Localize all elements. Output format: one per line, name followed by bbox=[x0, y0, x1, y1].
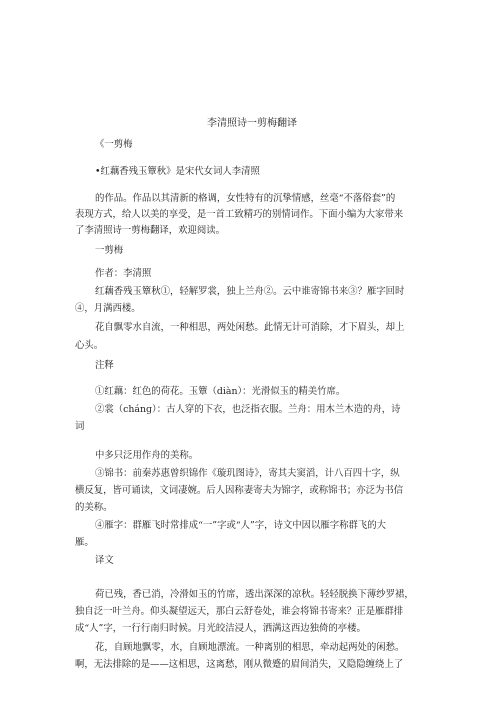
text-line: 荷已残，香已消，冷滑如玉的竹席，透出深深的凉秋。轻轻脱换下薄纱罗裙， bbox=[95, 589, 414, 600]
text-line: 花，自顾地飘零，水，自顾地漂流。一种离别的相思，牵动起两处的闲愁。 bbox=[95, 642, 405, 653]
text-line: 成“人”字，一行行南归时候。月光皎洁浸人，洒满这西边独倚的亭楼。 bbox=[75, 623, 366, 634]
text-line: 的美称。 bbox=[75, 502, 113, 513]
text-line: 一剪梅 bbox=[95, 245, 124, 256]
text-line: 啊，无法排除的是——这相思，这离愁，刚从微蹙的眉间消失，又隐隐缠绕上了 bbox=[75, 659, 404, 670]
text-line: •红藕香残玉簟秋》是宋代女词人李清照 bbox=[95, 166, 260, 177]
text-line: 表现方式，给人以美的享受，是一首工致精巧的别情词作。下面小编为大家带来 bbox=[75, 209, 404, 220]
text-line: 花自飘零水自流，一种相思，两处闲愁。此情无计可消除，才下眉头，却上 bbox=[95, 322, 405, 333]
text-line: 词 bbox=[75, 421, 85, 432]
text-line: ①红藕：红色的荷花。玉簟（diàn）：光滑似玉的精美竹席。 bbox=[95, 386, 346, 397]
text-line: 的作品。作品以其清新的格调，女性特有的沉挚情感，丝毫“不落俗套”的 bbox=[95, 193, 396, 204]
text-line: 了李清照诗一剪梅翻译，欢迎阅读。 bbox=[75, 225, 226, 236]
text-line: 中多只泛用作舟的美称。 bbox=[95, 450, 199, 461]
text-line: 雁。 bbox=[75, 537, 94, 548]
text-line: 心头。 bbox=[75, 340, 104, 351]
text-line: ④雁字：群雁飞时常排成“一”字或“人”字，诗文中因以雁字称群飞的大 bbox=[95, 520, 387, 531]
text-line: 独自泛一叶兰舟。仰头凝望远天，那白云舒卷处，谁会将锦书寄来？正是雁群排 bbox=[75, 606, 404, 617]
text-line: 作者：李清照 bbox=[95, 268, 152, 279]
text-line: ③锦书：前秦苏惠曾织锦作《璇玑图诗》，寄其夫窦滔，计八百四十字，纵 bbox=[95, 468, 400, 479]
document-title: 李清照诗一剪梅翻译 bbox=[207, 118, 297, 129]
text-line: 横反复，皆可诵读，文词凄婉。后人因称妻寄夫为锦字，或称锦书；亦泛为书信 bbox=[75, 485, 404, 496]
text-line: ②裳（chánɡ）：古人穿的下衣，也泛指衣服。兰舟：用木兰木造的舟，诗 bbox=[95, 404, 401, 415]
text-line: 译文 bbox=[95, 555, 114, 566]
text-line: 注释 bbox=[95, 360, 114, 371]
text-line: ④，月满西楼。 bbox=[75, 303, 141, 314]
text-line: 《一剪梅 bbox=[95, 139, 133, 150]
text-line: 红藕香残玉簟秋①，轻解罗裳，独上兰舟②。云中谁寄锦书来③？雁字回时 bbox=[95, 286, 405, 297]
